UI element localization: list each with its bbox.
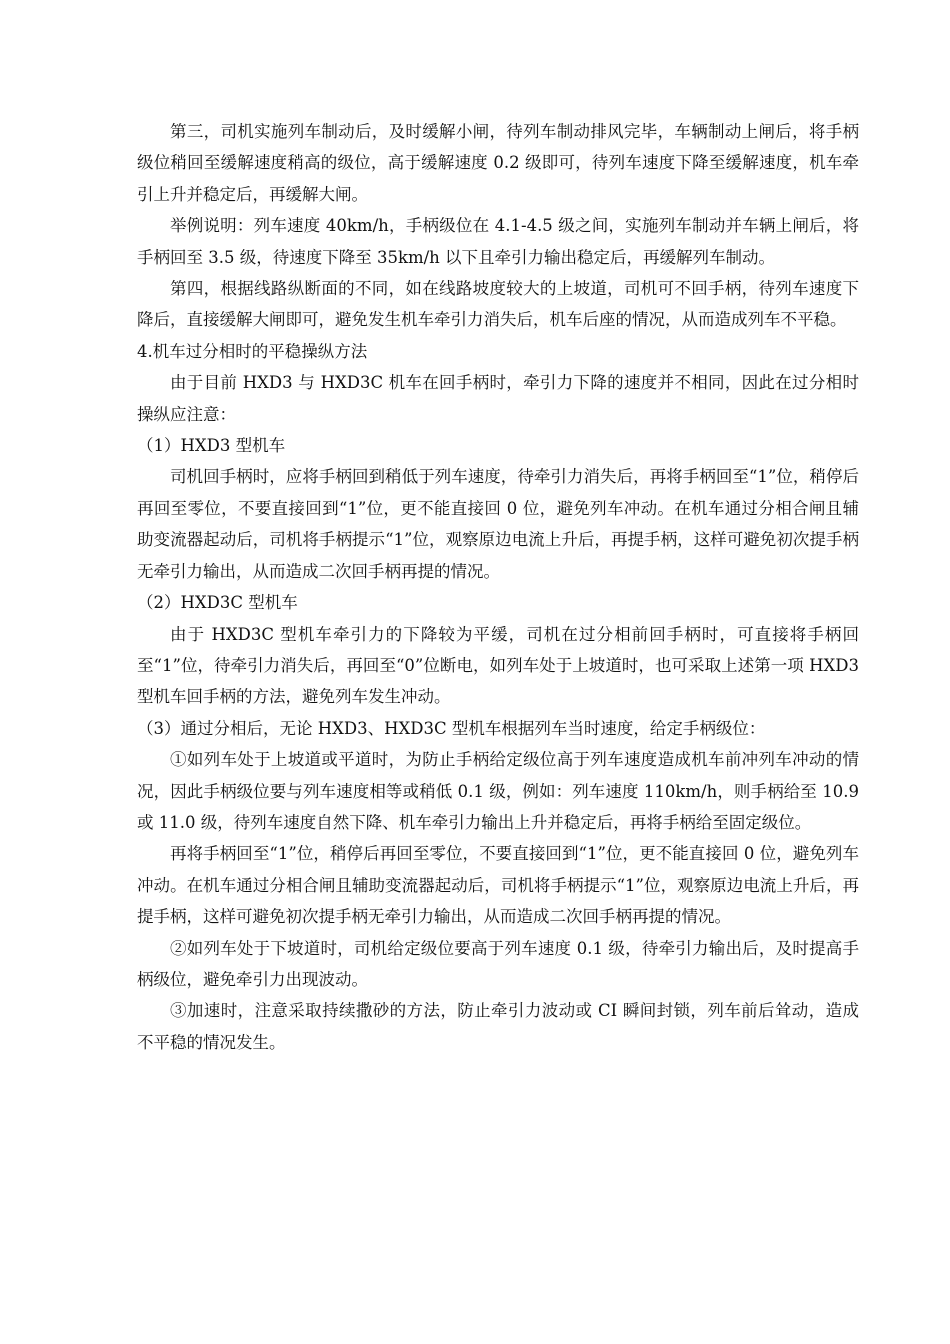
section-heading-phase-separation: 4.机车过分相时的平稳操纵方法 (137, 341, 368, 361)
paragraph-downhill: ②如列车处于下坡道时，司机给定级位要高于列车速度 0.1 级，待牵引力输出后，及时提高手柄级位，避免牵引力出现波动。 (137, 938, 859, 989)
subheading-hxd3c: （2）HXD3C 型机车 (137, 593, 298, 613)
paragraph-fourth-step: 第四，根据线路纵断面的不同，如在线路坡度较大的上坡道，司机可不回手柄，待列车速度下降后，直接缓解大闸即可，避免发生机车牵引力消失后，机车后座的情况，从而造成列车不平稳。 (137, 279, 859, 330)
paragraph-hxd3c: 由于 HXD3C 型机车牵引力的下降较为平缓，司机在过分相前回手柄时，可直接将手柄回至“1”位，待牵引力消失后，再回至“0”位断电，如列车处于上坡道时，也可采取上述第一项 HXD3 型机车回手柄的方法，避免列车发生冲动。 (137, 624, 859, 707)
paragraph-example: 举例说明：列车速度 40km/h，手柄级位在 4.1-4.5 级之间，实施列车制动并车辆上闸后，将手柄回至 3.5 级，待速度下降至 35km/h 以下且牵引力输出稳定后，再缓解列车制动。 (137, 216, 859, 267)
paragraph-uphill-level: ①如列车处于上坡道或平道时，为防止手柄给定级位高于列车速度造成机车前冲列车冲动的情况，因此手柄级位要与列车速度相等或稍低 0.1 级，例如：列车速度 110km/h，则手柄给至 10.9 或 11.0 级，待列车速度自然下降、机车牵引力输出上升并稳定后，再将手柄给至固定级位。 (137, 750, 859, 832)
paragraph-hxd3: 司机回手柄时，应将手柄回到稍低于列车速度，待牵引力消失后，再将手柄回至“1”位，稍停后再回至零位，不要直接回到“1”位，更不能直接回 0 位，避免列车冲动。在机车通过分相合闸且辅助变流器起动后，司机将手柄提示“1”位，观察原边电流上升后，再提手柄，这样可避免初次提手柄无牵引力输出，从而造成二次回手柄再提的情况。 (137, 467, 859, 581)
paragraph-third-step: 第三，司机实施列车制动后，及时缓解小闸，待列车制动排风完毕，车辆制动上闸后，将手柄级位稍回至缓解速度稍高的级位，高于缓解速度 0.2 级即可，待列车速度下降至缓解速度，机车牵引上升并稳定后，再缓解大闸。 (137, 122, 859, 204)
subheading-hxd3: （1）HXD3 型机车 (137, 436, 286, 456)
document-body (137, 116, 859, 1058)
paragraph-acceleration: ③加速时，注意采取持续撒砂的方法，防止牵引力波动或 CI 瞬间封锁，列车前后耸动，造成不平稳的情况发生。 (137, 1001, 859, 1052)
paragraph-intro-phase-separation: 由于目前 HXD3 与 HXD3C 机车在回手柄时，牵引力下降的速度并不相同，因此在过分相时操纵应注意： (137, 373, 859, 424)
subheading-after-phase: （3）通过分相后，无论 HXD3、HXD3C 型机车根据列车当时速度，给定手柄级位： (137, 718, 766, 738)
paragraph-return-handle: 再将手柄回至“1”位，稍停后再回至零位，不要直接回到“1”位，更不能直接回 0 位，避免列车冲动。在机车通过分相合闸且辅助变流器起动后，司机将手柄提示“1”位，观察原边电流上升后，再提手柄，这样可避免初次提手柄无牵引力输出，从而造成二次回手柄再提的情况。 (137, 844, 859, 927)
